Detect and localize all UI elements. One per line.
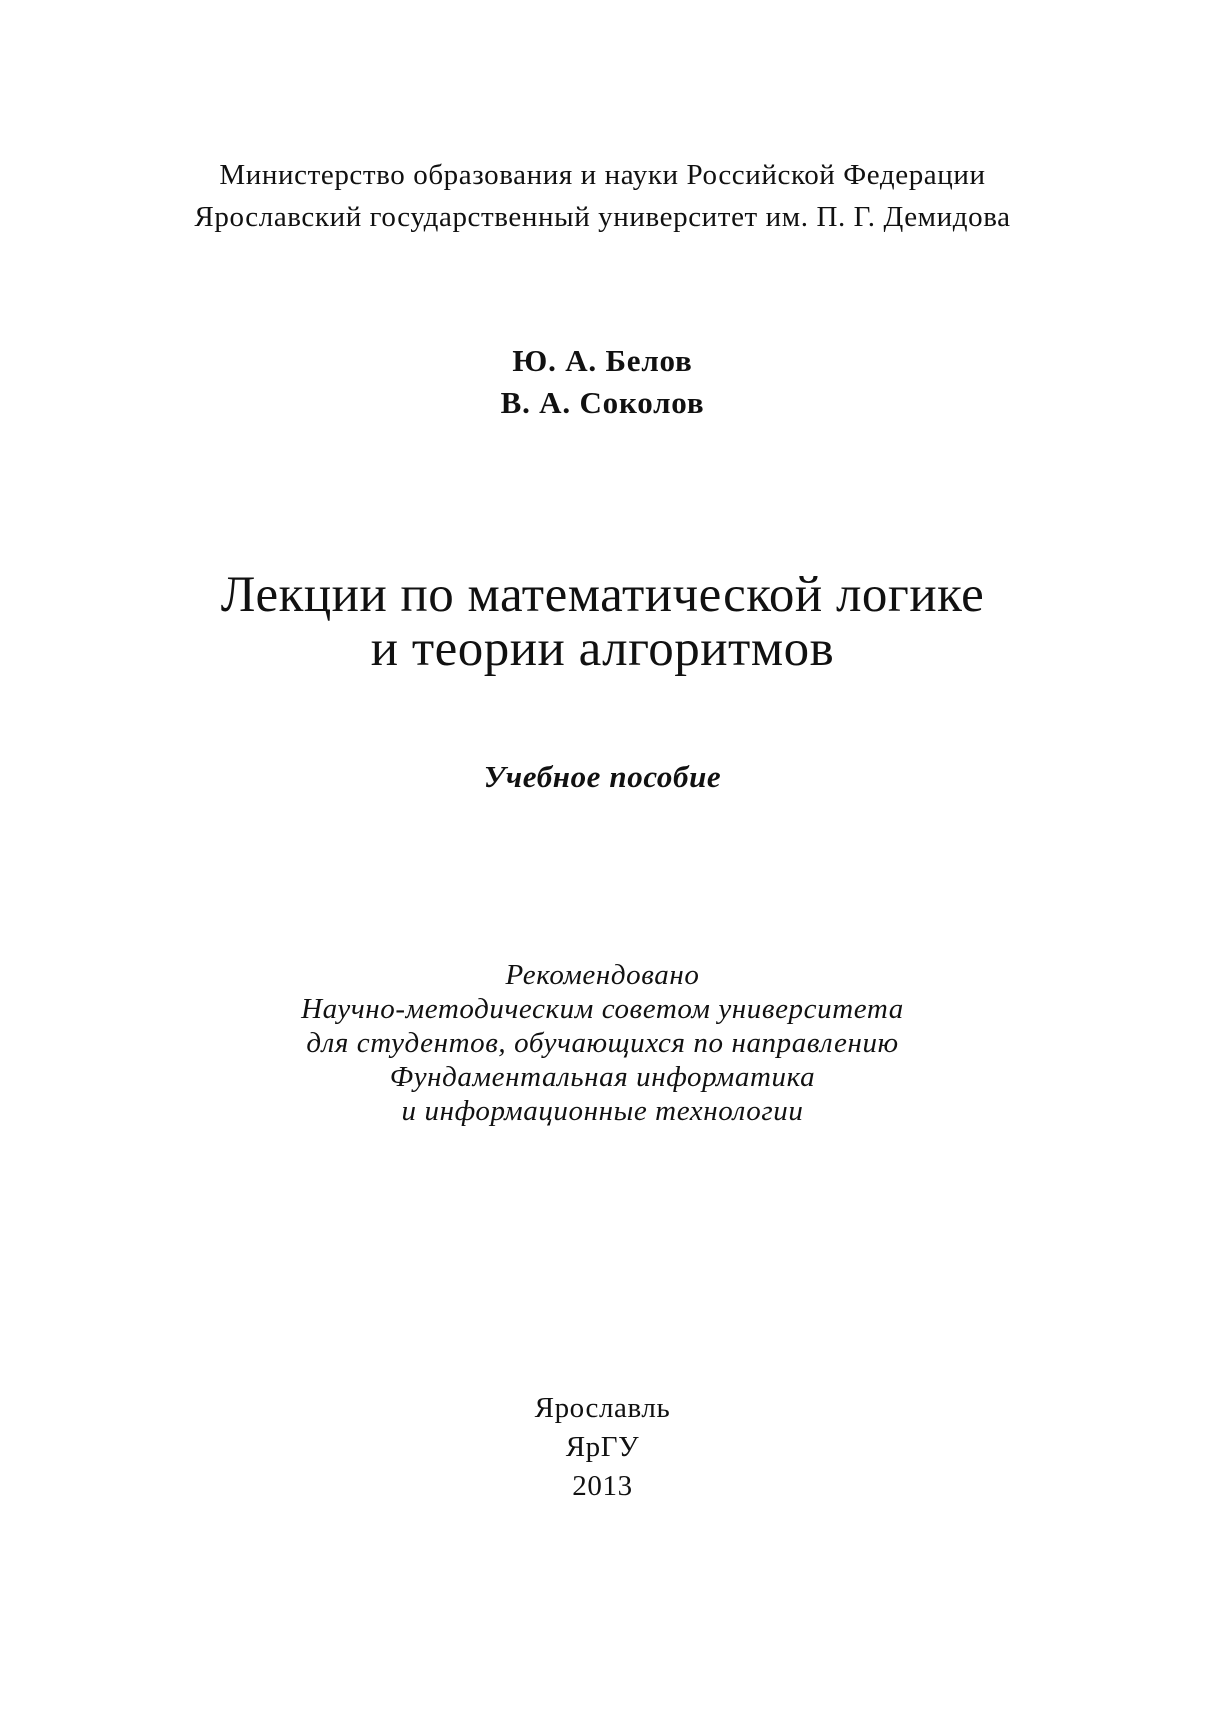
authors — [0, 340, 1205, 424]
university-name: Ярославский государственный университет им. П. Г. Демидова — [194, 201, 1011, 233]
author-name: В. А. Соколов — [500, 385, 705, 420]
recommendation-line: Фундаментальная информатика — [389, 1061, 816, 1093]
recommendation-note — [0, 958, 1205, 1128]
book-title-line: Лекции по математической логике — [220, 567, 985, 623]
recommendation-line: для студентов, обучающихся по направлению — [306, 1027, 899, 1059]
book-subtitle: Учебное пособие — [483, 759, 722, 794]
recommendation-line: Научно-методическим советом университета — [301, 993, 904, 1025]
imprint-city: Ярославль — [534, 1392, 671, 1424]
institution-header — [0, 154, 1205, 238]
author-name: Ю. А. Белов — [512, 343, 693, 378]
imprint-year: 2013 — [572, 1470, 633, 1502]
imprint — [0, 1389, 1205, 1506]
book-title — [0, 568, 1205, 676]
ministry-name: Министерство образования и науки Российской Федерации — [219, 159, 986, 191]
recommendation-line: и информационные технологии — [401, 1095, 804, 1127]
book-title-line: и теории алгоритмов — [370, 621, 835, 677]
recommendation-line: Рекомендовано — [505, 959, 700, 991]
imprint-publisher: ЯрГУ — [565, 1431, 640, 1463]
